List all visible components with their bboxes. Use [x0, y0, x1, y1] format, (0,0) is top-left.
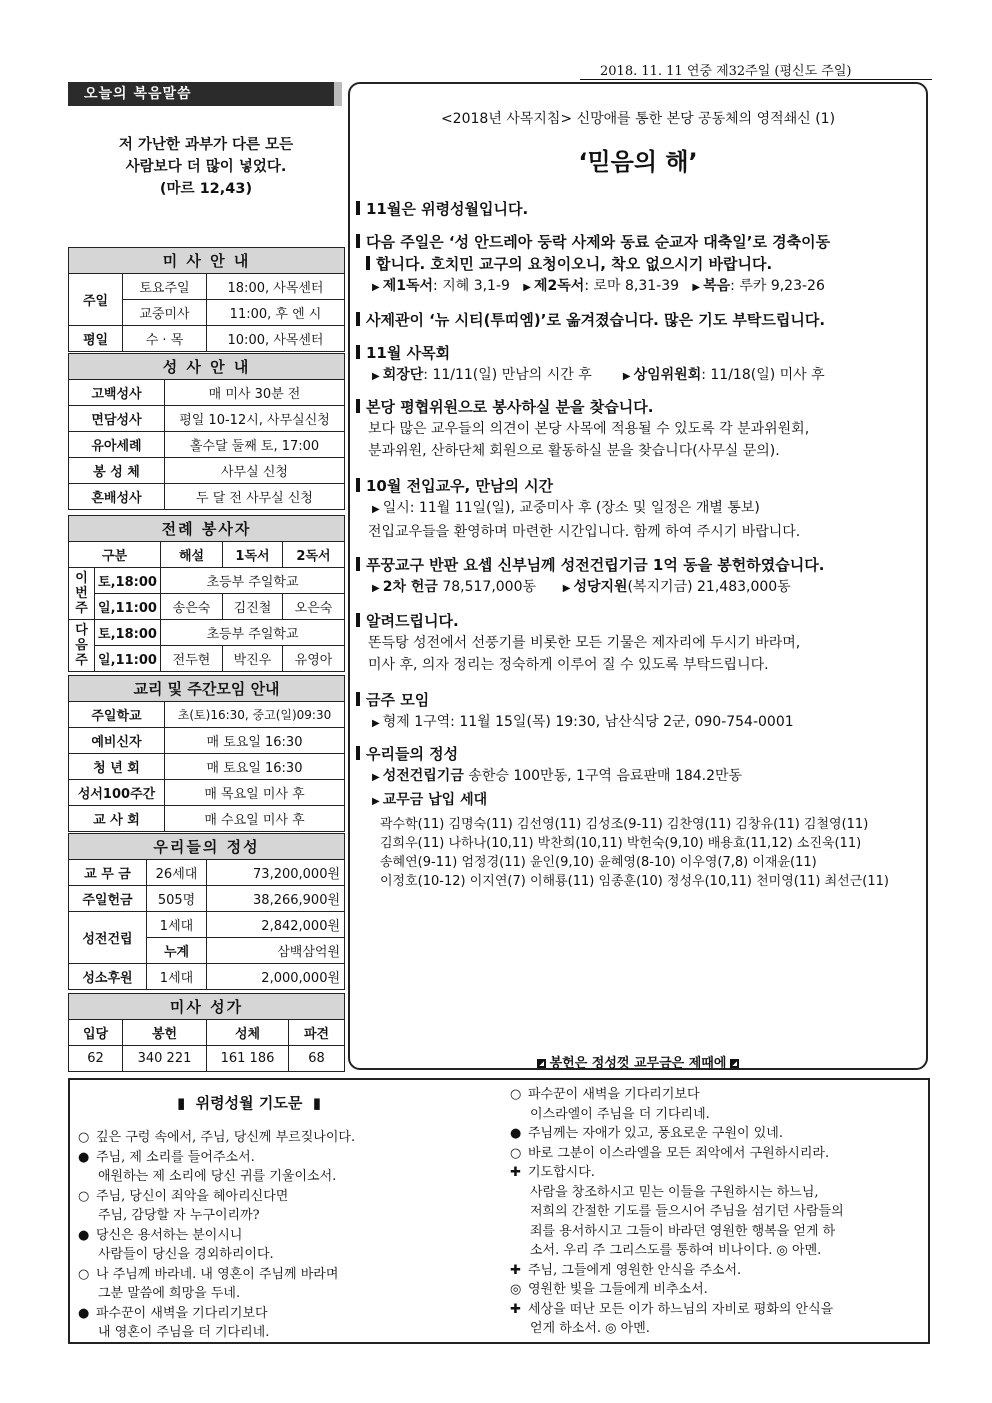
- triangle-icon: ▶: [562, 583, 571, 594]
- notice-body-text: 일시: 11월 11일(일), 교중미사 후 (장소 및 일정은 개별 통보): [382, 500, 760, 516]
- devotion-name: 교 무 금: [69, 860, 147, 886]
- triangle-icon: ▶: [372, 718, 380, 729]
- hymn-header: 성체: [207, 1020, 289, 1046]
- prayer-text: 당신은 용서하는 분이시니: [96, 1227, 243, 1243]
- donation-value: 78,517,000동: [437, 579, 537, 595]
- prayer-line: [510, 1300, 926, 1320]
- prayer-bullet: ◎: [510, 1282, 522, 1297]
- devotion-amount: 38,266,900원: [207, 886, 345, 912]
- hymn-header: 봉헌: [123, 1020, 207, 1046]
- notice-heading: 11월 사목회: [356, 342, 928, 364]
- prayer-line: [78, 1148, 498, 1168]
- gospel-line: 저 가난한 과부가 다른 모든: [118, 137, 294, 153]
- devotion-title: 우리들의 정성: [69, 834, 345, 860]
- devotion-amount: 삼백삼억원: [207, 938, 345, 964]
- mass-table: [68, 247, 345, 352]
- sacraments-table: [68, 353, 345, 510]
- prayer-text: 주님, 제 소리를 들어주소서.: [96, 1149, 255, 1165]
- reading-label: 복음: [703, 278, 731, 294]
- mass-time: 18:00, 사목센터: [207, 274, 345, 300]
- prayer-text: 소서. 우리 주 그리스도를 통하여 비나이다. ◎ 아멘.: [530, 1243, 822, 1258]
- prayer-bullet: ✚: [510, 1262, 521, 1278]
- hymns-table: [68, 993, 345, 1072]
- prayer-text: 애원하는 제 소리에 당신 귀를 기울이소서.: [98, 1169, 337, 1184]
- hymn-header: 파견: [289, 1020, 345, 1046]
- server-commentator: 송은숙: [161, 594, 223, 620]
- prayer-right-column: [510, 1085, 926, 1339]
- group-name: 청 년 회: [69, 754, 165, 780]
- hymn-number: 68: [289, 1046, 345, 1072]
- prayer-bullet: ○: [510, 1087, 522, 1102]
- prayer-line: [78, 1187, 498, 1207]
- prayer-line: [78, 1128, 498, 1148]
- prayer-line: [78, 1226, 498, 1246]
- gospel-verse: [68, 134, 344, 200]
- hymns-title: 미사 성가: [69, 994, 345, 1020]
- prayer-line: [78, 1284, 498, 1304]
- sacrament-name: 고백성사: [69, 380, 165, 406]
- square-icon: [537, 1059, 546, 1068]
- triangle-icon: ▶: [372, 371, 380, 382]
- prayer-bullet: ○: [510, 1145, 522, 1161]
- notice-heading: 다음 주일은 ‘성 안드레아 둥락 사제와 동료 순교자 대축일’로 경축이동: [356, 231, 928, 253]
- mass-sunday-label: 주일: [69, 274, 123, 326]
- sacrament-name: 면담성사: [69, 406, 165, 432]
- prayer-text: 파수꾼이 새벽을 기다리기보다: [96, 1305, 268, 1321]
- prayer-text: 죄를 용서하시고 그들이 바라던 영원한 행복을 얻게 하: [530, 1223, 836, 1239]
- mass-time: 10:00, 사목센터: [207, 326, 345, 352]
- group-name: 주일학교: [69, 702, 165, 728]
- devotion-line: [356, 789, 928, 813]
- servers-title: 전례 봉사자: [69, 516, 345, 542]
- servers-header: 1독서: [223, 542, 283, 568]
- bar-icon: ▮: [312, 1094, 322, 1112]
- this-week-label: 이번주: [69, 568, 95, 620]
- notice-7: [356, 554, 928, 600]
- prayer-text: 사람들이 당신을 경외하리이다.: [98, 1247, 274, 1262]
- prayer-text: 그분 말씀에 희망을 두네.: [98, 1286, 241, 1301]
- pastoral-guide: <2018년 사목지침> 신망애를 통한 본당 공동체의 영적쇄신 (1): [440, 111, 836, 127]
- mass-time: 11:00, 후 엔 시: [207, 300, 345, 326]
- groups-title: 교리 및 주간모임 안내: [69, 676, 345, 702]
- devotion-name: 주일헌금: [69, 886, 147, 912]
- prayer-text: 주님, 그들에게 영원한 안식을 주소서.: [528, 1262, 742, 1278]
- groups-table: [68, 675, 345, 832]
- prayer-text: 사람을 창조하시고 믿는 이들을 구원하시는 하느님,: [530, 1184, 819, 1200]
- notice-heading-cont-text: 합니다. 호치민 교구의 요청이오니, 착오 없으시기 바랍니다.: [376, 255, 773, 273]
- devotion-name: 성소후원: [69, 964, 147, 990]
- names-line: 곽수학(11) 김명숙(11) 김선영(11) 김성조(9-11) 김찬영(11) 김창유(11) 김철영(11): [380, 817, 869, 832]
- triangle-icon: ▶: [523, 282, 531, 293]
- prayer-line: [510, 1319, 926, 1339]
- prayer-bullet: ●: [78, 1227, 90, 1243]
- prayer-text: 세상을 떠난 모든 이가 하느님의 자비로 평화의 안식을: [528, 1301, 834, 1317]
- notice-heading: 본당 평협위원으로 봉사하실 분을 찾습니다.: [356, 396, 928, 418]
- notice-2: [356, 231, 928, 299]
- prayer-line: [510, 1105, 926, 1125]
- triangle-icon: ▶: [372, 583, 380, 594]
- gospel-reference: (마르 12,43): [159, 181, 253, 197]
- notice-heading: 금주 모임: [356, 689, 928, 711]
- triangle-icon: ▶: [372, 796, 380, 807]
- group-value: 매 수요일 미사 후: [165, 806, 345, 832]
- devotion-label: 교무금 납입 세대: [382, 792, 488, 808]
- server-time: 일,11:00: [95, 594, 161, 620]
- council-value: : 11/11(일) 만남의 시간 후: [423, 367, 592, 383]
- notice-6: [356, 475, 928, 543]
- prayer-text: 내 영혼이 주님을 더 기다리네.: [98, 1325, 270, 1340]
- triangle-icon: ▶: [372, 504, 380, 515]
- group-value: 매 토요일 16:30: [165, 728, 345, 754]
- donation-line: [356, 576, 928, 600]
- prayer-bullet: ●: [78, 1305, 90, 1321]
- devotion-value: 송한승 100만동, 1구역 음료판매 184.2만동: [463, 768, 743, 784]
- mass-title: 미 사 안 내: [69, 248, 345, 274]
- server-time: 일,11:00: [95, 646, 161, 672]
- notice-8: [356, 610, 928, 676]
- prayer-text: 주님, 감당할 자 누구이리까?: [98, 1208, 260, 1223]
- mass-name: 토요주일: [123, 274, 207, 300]
- prayer-left-column: [78, 1128, 498, 1343]
- notice-heading: 알려드립니다.: [356, 610, 928, 632]
- bar-icon: ▮: [176, 1094, 186, 1112]
- sacrament-value: 사무실 신청: [165, 458, 345, 484]
- reading-value: : 로마 8,31-39: [584, 278, 680, 294]
- devotion-count: 누계: [147, 938, 207, 964]
- servers-header: 2독서: [283, 542, 345, 568]
- prayer-text: 바로 그분이 이스라엘을 모든 죄악에서 구원하시리라.: [528, 1145, 830, 1161]
- prayer-bullet: ✚: [510, 1301, 521, 1317]
- prayer-line: [510, 1144, 926, 1164]
- council-value: : 11/18(일) 미사 후: [701, 367, 825, 383]
- devotion-line: [356, 765, 928, 789]
- server-reader2: 오은숙: [283, 594, 345, 620]
- sacrament-value: 매 미사 30분 전: [165, 380, 345, 406]
- server-time: 토,18:00: [95, 568, 161, 594]
- prayer-line: [510, 1124, 926, 1144]
- server-reader2: 유영아: [283, 646, 345, 672]
- prayer-bullet: ○: [78, 1188, 90, 1204]
- prayer-title: [68, 1092, 430, 1113]
- prayer-text: 얻게 하소서. ◎ 아멘.: [530, 1321, 650, 1336]
- names-line: 김희우(11) 나하나(10,11) 박찬희(10,11) 박헌숙(9,10) 배용효(11,12) 소진욱(11): [380, 836, 862, 851]
- date-rule: [580, 79, 932, 80]
- sacrament-name: 봉 성 체: [69, 458, 165, 484]
- notice-body-text: 형제 1구역: 11월 15일(목) 19:30, 남산식당 2군, 090-754-0001: [382, 714, 794, 730]
- notice-heading: 11월은 위령성월입니다.: [356, 198, 928, 220]
- names-line: 이정호(10-12) 이지연(7) 이해룡(11) 임종훈(10) 정성우(10,11) 천미영(11) 최선근(11): [380, 874, 889, 889]
- server-reader1: 김진철: [223, 594, 283, 620]
- devotion-count: 26세대: [147, 860, 207, 886]
- prayer-line: [510, 1241, 926, 1261]
- council-line: [356, 364, 928, 388]
- servers-table: [68, 515, 345, 672]
- building-label: 성전건립: [69, 912, 147, 964]
- reading-label: 제2독서: [533, 278, 585, 294]
- prayer-line: [510, 1163, 926, 1183]
- prayer-title-text: 위령성월 기도문: [195, 1094, 303, 1112]
- devotion-count: 505명: [147, 886, 207, 912]
- devotion-count: 1세대: [147, 912, 207, 938]
- notice-heading: 우리들의 정성: [356, 743, 928, 765]
- sacrament-value: 평일 10-12시, 사무실신청: [165, 406, 345, 432]
- notice-body: [356, 497, 928, 521]
- sacrament-name: 혼배성사: [69, 484, 165, 510]
- year-title: ‘믿음의 해’: [578, 148, 698, 176]
- prayer-line: [78, 1323, 498, 1343]
- prayer-line: [510, 1085, 926, 1105]
- mass-name: 수 · 목: [123, 326, 207, 352]
- notice-body: 똔득탕 성전에서 선풍기를 비롯한 모든 기물은 제자리에 두시기 바라며,: [368, 635, 801, 651]
- mass-name: 교중미사: [123, 300, 207, 326]
- notice-10: [356, 743, 928, 891]
- donation-label: 성당지원: [573, 579, 628, 595]
- devotion-amount: 73,200,000원: [207, 860, 345, 886]
- notice-heading: 푸꿍교구 반판 요셉 신부님께 성전건립기금 1억 동을 봉헌하였습니다.: [356, 554, 928, 576]
- issue-date: 2018. 11. 11 연중 제32주일 (평신도 주일): [600, 64, 852, 79]
- prayer-line: [78, 1206, 498, 1226]
- prayer-text: 주님, 당신이 죄악을 헤아리신다면: [96, 1188, 289, 1204]
- group-name: 성서100주간: [69, 780, 165, 806]
- council-label: 회장단: [382, 367, 424, 383]
- reading-value: : 루카 9,23-26: [730, 278, 825, 294]
- sacraments-title: 성 사 안 내: [69, 354, 345, 380]
- mass-weekday-label: 평일: [69, 326, 123, 352]
- prayer-line: [78, 1304, 498, 1324]
- devotion-count: 1세대: [147, 964, 207, 990]
- council-label: 상임위원회: [633, 367, 702, 383]
- devotion-amount: 2,842,000원: [207, 912, 345, 938]
- prayer-line: [78, 1167, 498, 1187]
- prayer-text: 주님께는 자애가 있고, 풍요로운 구원이 있네.: [528, 1126, 783, 1141]
- group-value: 매 토요일 16:30: [165, 754, 345, 780]
- prayer-line: [510, 1280, 926, 1300]
- prayer-bullet: ○: [78, 1130, 90, 1145]
- prayer-bullet: ○: [78, 1266, 90, 1282]
- reading-value: : 지혜 3,1-9: [433, 278, 510, 294]
- prayer-text: 이스라엘이 주님을 더 기다리네.: [530, 1106, 710, 1122]
- prayer-line: [78, 1265, 498, 1285]
- names-line: 송혜연(9-11) 엄정경(11) 윤인(9,10) 윤혜영(8-10) 이우영(7,8) 이재윤(11): [380, 855, 817, 870]
- prayer-bullet: ●: [78, 1149, 90, 1165]
- prayer-text: 기도합시다.: [528, 1165, 595, 1180]
- prayer-text: 영원한 빛을 그들에게 비추소서.: [528, 1282, 708, 1297]
- sacrament-name: 유아세례: [69, 432, 165, 458]
- group-value: 초(토)16:30, 중고(일)09:30: [165, 702, 345, 728]
- devotion-label: 성전건립기금: [382, 768, 464, 784]
- notice-heading: 사제관이 ‘뉴 시티(투띠엠)’로 옮겨졌습니다. 많은 기도 부탁드립니다.: [356, 309, 928, 331]
- triangle-icon: ▶: [622, 371, 631, 382]
- notice-body: 분과위원, 산하단체 회원으로 활동하실 분을 찾습니다(사무실 문의).: [368, 443, 780, 459]
- notice-body: 보다 많은 교우들의 의견이 본당 사목에 적용될 수 있도록 각 분과위원회,: [368, 421, 810, 437]
- triangle-icon: ▶: [372, 772, 380, 783]
- group-value: 매 목요일 미사 후: [165, 780, 345, 806]
- server-all: 초등부 주일학교: [161, 568, 345, 594]
- server-commentator: 전두현: [161, 646, 223, 672]
- prayer-text: 파수꾼이 새벽을 기다리기보다: [528, 1087, 700, 1102]
- triangle-icon: ▶: [692, 282, 701, 293]
- hymn-number: 161 186: [207, 1046, 289, 1072]
- gospel-line: 사람보다 더 많이 넣었다.: [125, 159, 287, 175]
- notice-5: [356, 396, 928, 462]
- notice-1: [356, 198, 928, 220]
- group-name: 교 사 회: [69, 806, 165, 832]
- donation-label: 2차 헌금: [382, 579, 438, 595]
- notice-heading: 10월 전입교우, 만남의 시간: [356, 475, 928, 497]
- devotion-amount: 2,000,000원: [207, 964, 345, 990]
- notice-body: 전입교우들을 환영하며 마련한 시간입니다. 함께 하여 주시기 바랍니다.: [368, 524, 801, 540]
- readings-line: [356, 275, 928, 299]
- prayer-line: [510, 1222, 926, 1242]
- hymn-header: 입당: [69, 1020, 123, 1046]
- notice-9: [356, 689, 928, 735]
- gospel-heading: [68, 82, 334, 106]
- server-reader1: 박진우: [223, 646, 283, 672]
- prayer-line: [510, 1261, 926, 1281]
- servers-header: 구분: [69, 542, 161, 568]
- notice-4: [356, 342, 928, 388]
- group-name: 예비신자: [69, 728, 165, 754]
- devotion-table: [68, 833, 345, 990]
- prayer-line: [510, 1183, 926, 1203]
- triangle-icon: ▶: [372, 282, 380, 293]
- notice-3: [356, 309, 928, 331]
- server-all: 초등부 주일학교: [161, 620, 345, 646]
- reading-label: 제1독서: [382, 278, 434, 294]
- hymn-number: 62: [69, 1046, 123, 1072]
- servers-header: 해설: [161, 542, 223, 568]
- prayer-bullet: ●: [510, 1126, 522, 1141]
- prayer-text: 저희의 간절한 기도를 들으시어 주님을 섬기던 사람들의: [530, 1204, 844, 1219]
- next-week-label: 다음주: [69, 620, 95, 672]
- notice-body: 미사 후, 의자 정리는 정숙하게 이루어 질 수 있도록 부탁드립니다.: [368, 657, 769, 673]
- offering-note-text: 봉헌은 정성껏 교무금은 제때에: [549, 1056, 727, 1071]
- prayer-line: [78, 1245, 498, 1265]
- gospel-heading-shadow: [334, 82, 342, 106]
- server-time: 토,18:00: [95, 620, 161, 646]
- hymn-number: 340 221: [123, 1046, 207, 1072]
- prayer-line: [510, 1202, 926, 1222]
- notice-body: [356, 711, 928, 735]
- prayer-text: 깊은 구렁 속에서, 주님, 당신께 부르짖나이다.: [96, 1130, 356, 1145]
- square-icon: [730, 1059, 739, 1068]
- sacrament-value: 홀수달 둘째 토, 17:00: [165, 432, 345, 458]
- donation-value: (복지기금) 21,483,000동: [627, 579, 791, 595]
- prayer-bullet: ✚: [510, 1165, 521, 1180]
- gospel-heading-text: 오늘의 복음말씀: [84, 86, 192, 102]
- offering-note: [348, 1052, 928, 1071]
- notice-heading-cont: [356, 253, 928, 275]
- sacrament-value: 두 달 전 사무실 신청: [165, 484, 345, 510]
- prayer-text: 나 주님께 바라네. 내 영혼이 주님께 바라며: [96, 1266, 339, 1282]
